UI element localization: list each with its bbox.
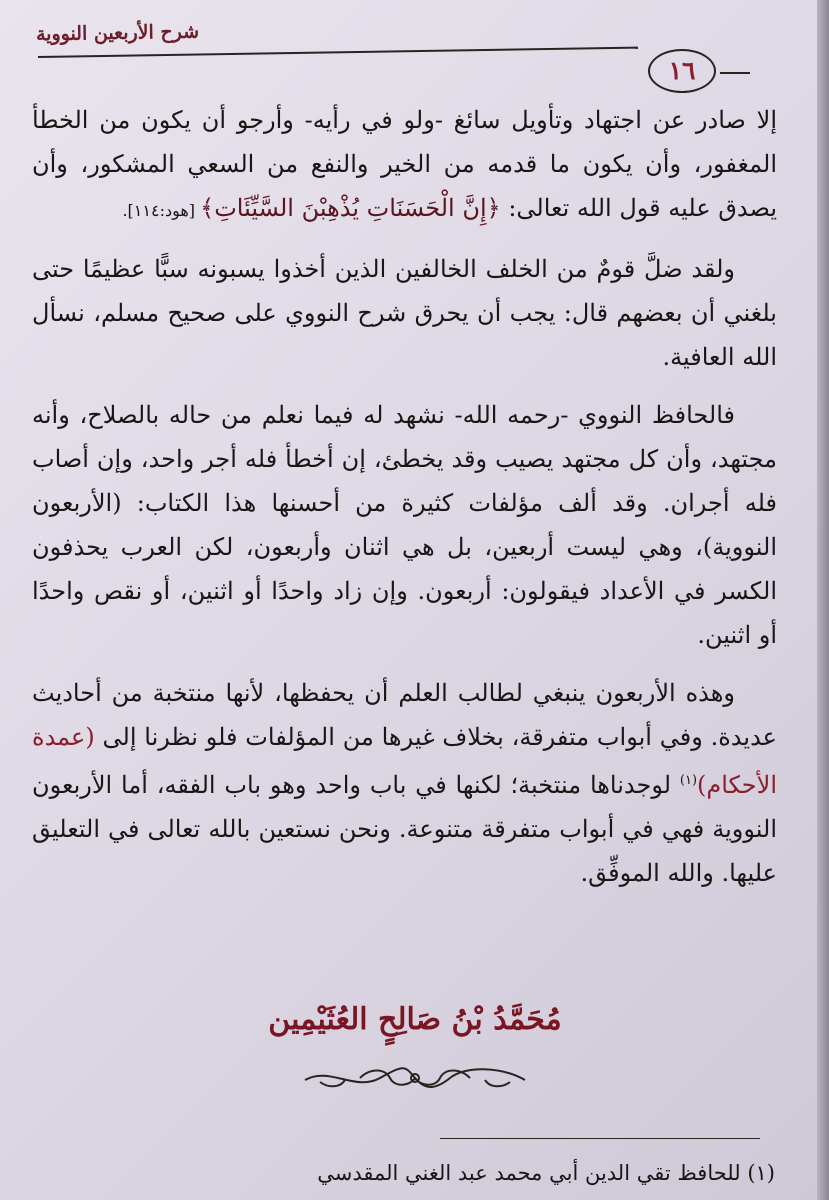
main-text <box>32 98 777 909</box>
footnote-separator <box>440 1138 760 1139</box>
paragraph-1-text: إلا صادر عن اجتهاد وتأويل سائغ -ولو في رأيه- وأرجو أن يكون من الخطأ المغفور، وأن يكون ما قدمه من الخير والنفع من السعي المشكور، وأن يصدق عليه قول الله تعالى: <box>32 106 777 222</box>
paragraph-4-text-b: لوجدناها منتخبة؛ لكنها في باب واحد وهو باب الفقه، أما الأربعون النووية فهي في أبواب متفرقة متنوعة. ونحن نستعين بالله تعالى في التعليق عليها. والله الموفِّق. <box>32 771 777 887</box>
paragraph-3: فالحافظ النووي -رحمه الله- نشهد له فيما نعلم من حاله بالصلاح، وأنه مجتهد، وأن كل مجتهد يصيب وقد يخطئ، إن أخطأ فله أجر واحد، وإن أصاب فله أجران. وقد ألف مؤلفات كثيرة من أحسنها هذا الكتاب: (الأربعون النووية)، وهي ليست أربعين، بل هي اثنان وأربعون، لكن العرب يحذفون الكسر في الأعداد فيقولون: أربعون. وإن زاد واحدًا أو اثنين، أو نقص واحدًا أو اثنين. <box>32 401 778 649</box>
paragraph-4 <box>32 671 777 895</box>
paragraph-1 <box>32 98 777 233</box>
header-rule-short <box>720 72 750 74</box>
verse-reference: [هود:١١٤]. <box>122 201 201 220</box>
paragraph-4-text-a: وهذه الأربعون ينبغي لطالب العلم أن يحفظها، لأنها منتخبة من أحاديث عديدة. وفي أبواب متفرقة، بخلاف غيرها من المؤلفات فلو نظرنا إلى <box>32 679 777 751</box>
book-title-highlight: (عمدة الأحكام) <box>32 723 777 799</box>
paragraph-2: ولقد ضلَّ قومٌ من الخلف الخالفين الذين أخذوا يسبونه سبًّا عظيمًا حتى بلغني أن بعضهم قال: يجب أن يحرق شرح النووي على صحيح مسلم، نسأل الله العافية. <box>32 255 777 371</box>
flourish-ornament-icon <box>300 1058 530 1098</box>
quran-verse: ﴿إِنَّ الْحَسَنَاتِ يُذْهِبْنَ السَّيِّئَاتِ﴾ <box>200 194 501 222</box>
page-number: ١٦ <box>648 49 716 93</box>
page-edge <box>817 0 829 1200</box>
running-header-title: شرح الأربعين النووية <box>35 20 200 46</box>
footnote-marker: (١) <box>679 773 698 788</box>
header-rule <box>38 47 638 58</box>
footnote: (١) للحافظ تقي الدين أبي محمد عبد الغني المقدسي <box>317 1161 775 1185</box>
author-signature: مُحَمَّدُ بْنُ صَالِحٍ العُثَيْمِين <box>268 1002 562 1037</box>
